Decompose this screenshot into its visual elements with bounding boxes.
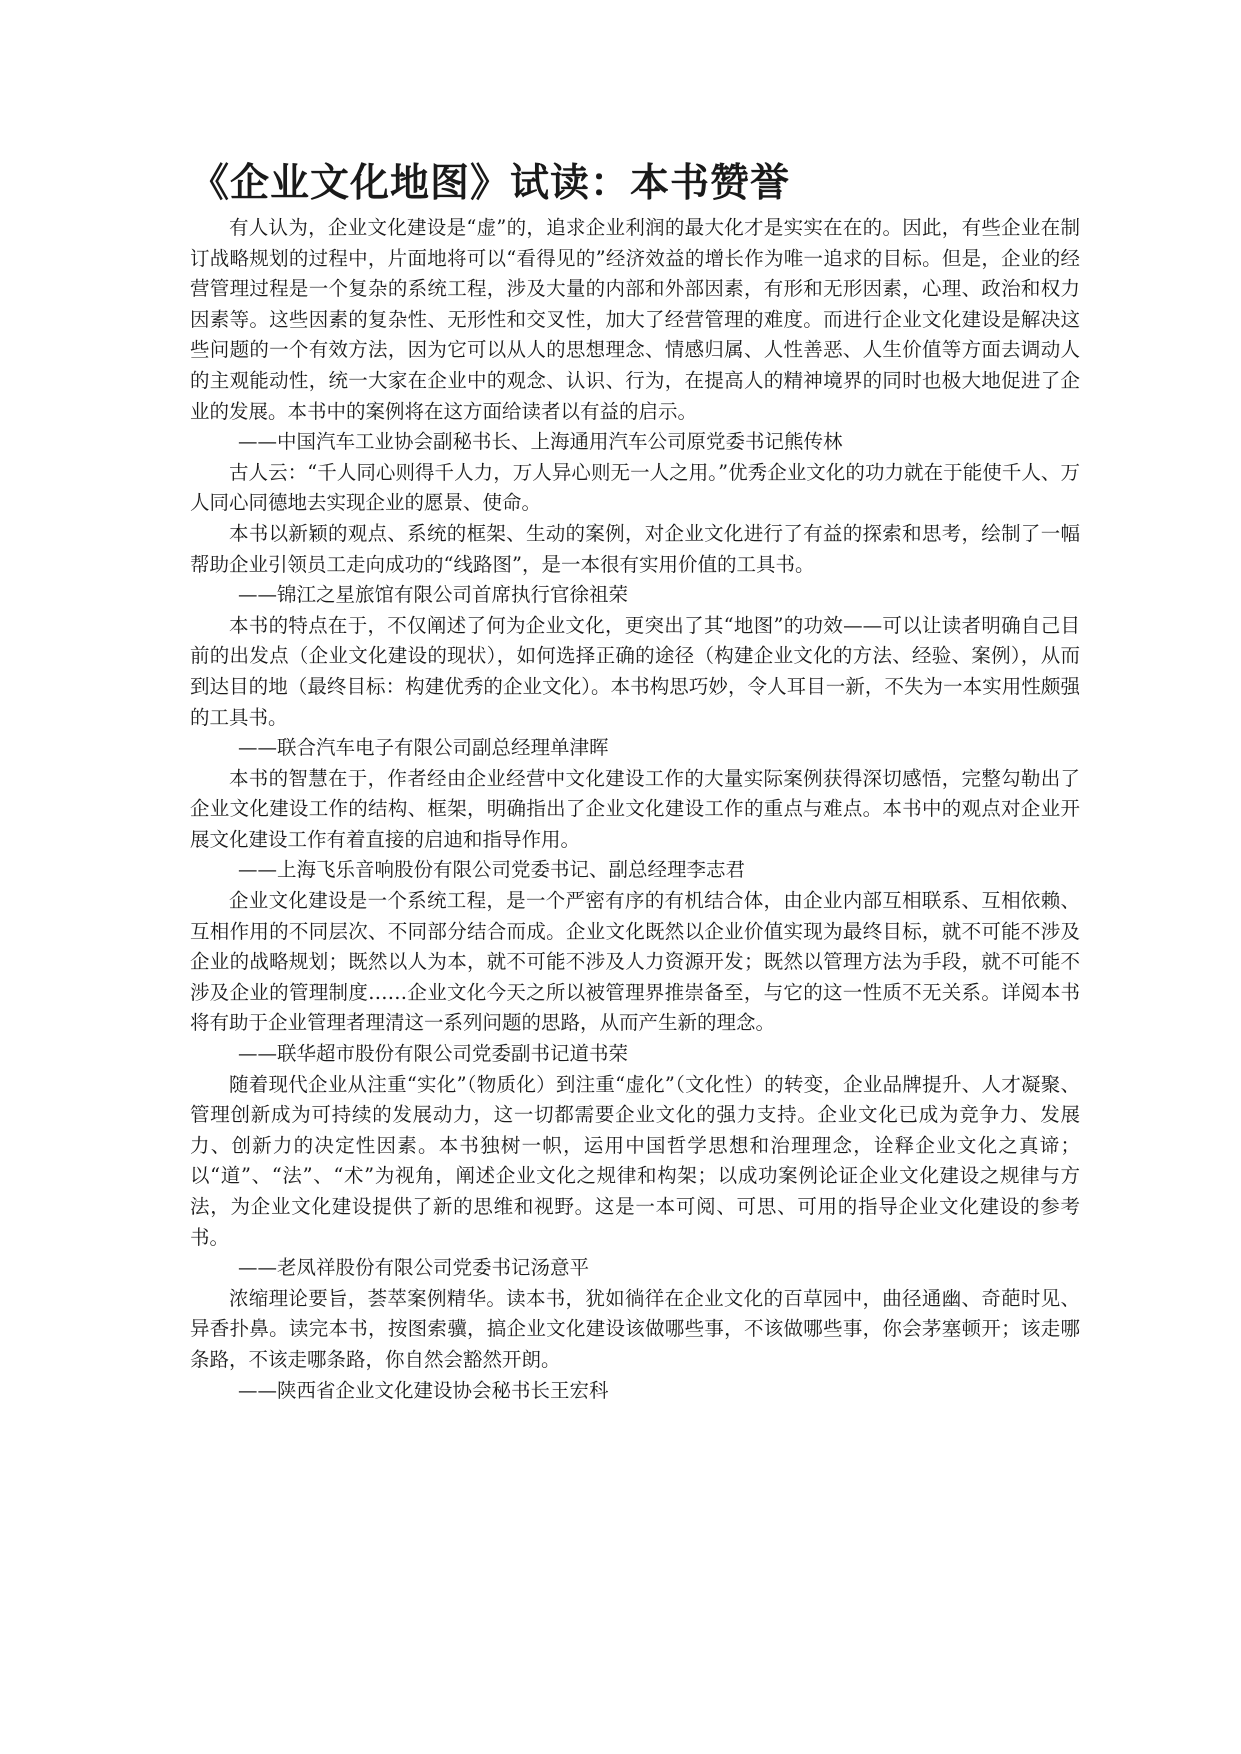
endorsement-attribution: ——联华超市股份有限公司党委副书记道书荣 [238,1042,629,1066]
document-body [190,213,1080,1406]
endorsement-attribution: ——上海飞乐音响股份有限公司党委书记、副总经理李志君 [238,858,746,882]
endorsement-attribution: ——联合汽车电子有限公司副总经理单津晖 [238,736,609,760]
endorsement-attribution: ——老凤祥股份有限公司党委书记汤意平 [238,1256,590,1280]
endorsement-paragraph: 浓缩理论要旨，荟萃案例精华。读本书，犹如徜徉在企业文化的百草园中，曲径通幽、奇葩时见、异香扑鼻。读完本书，按图索骥，搞企业文化建设该做哪些事，不该做哪些事，你会茅塞顿开；该走哪条路，不该走哪条路，你自然会豁然开朗。 [190,1286,1080,1371]
endorsement-paragraph: 古人云：“千人同心则得千人力，万人异心则无一人之用。”优秀企业文化的功力就在于能使千人、万人同心同德地去实现企业的愿景、使命。 [190,460,1080,515]
endorsement-paragraph: 有人认为，企业文化建设是“虚”的，追求企业利润的最大化才是实实在在的。因此，有些企业在制订战略规划的过程中，片面地将可以“看得见的”经济效益的增长作为唯一追求的目标。但是，企业的经营管理过程是一个复杂的系统工程，涉及大量的内部和外部因素，有形和无形因素，心理、政治和权力因素等。这些因素的复杂性、无形性和交叉性，加大了经营管理的难度。而进行企业文化建设是解决这些问题的一个有效方法，因为它可以从人的思想理念、情感归属、人性善恶、人生价值等方面去调动人的主观能动性，统一大家在企业中的观念、认识、行为，在提高人的精神境界的同时也极大地促进了企业的发展。本书中的案例将在这方面给读者以有益的启示。 [190,216,1080,423]
endorsement-paragraph: 企业文化建设是一个系统工程，是一个严密有序的有机结合体，由企业内部互相联系、互相依赖、互相作用的不同层次、不同部分结合而成。企业文化既然以企业价值实现为最终目标，就不可能不涉及企业的战略规划；既然以人为本，就不可能不涉及人力资源开发；既然以管理方法为手段，就不可能不涉及企业的管理制度……企业文化今天之所以被管理界推崇备至，与它的这一性质不无关系。详阅本书将有助于企业管理者理清这一系列问题的思路，从而产生新的理念。 [190,889,1080,1035]
endorsement-paragraph: 本书的特点在于，不仅阐述了何为企业文化，更突出了其“地图”的功效——可以让读者明确自己目前的出发点（企业文化建设的现状），如何选择正确的途径（构建企业文化的方法、经验、案例），从而到达目的地（最终目标：构建优秀的企业文化）。本书构思巧妙，令人耳目一新，不失为一本实用性颇强的工具书。 [190,613,1080,729]
endorsement-attribution: ——中国汽车工业协会副秘书长、上海通用汽车公司原党委书记熊传林 [238,430,843,454]
endorsement-attribution: ——陕西省企业文化建设协会秘书长王宏科 [238,1378,609,1402]
endorsement-attribution: ——锦江之星旅馆有限公司首席执行官徐祖荣 [238,583,629,607]
endorsement-paragraph: 本书以新颖的观点、系统的框架、生动的案例，对企业文化进行了有益的探索和思考，绘制了一幅帮助企业引领员工走向成功的“线路图”，是一本很有实用价值的工具书。 [190,521,1080,576]
endorsement-paragraph: 本书的智慧在于，作者经由企业经营中文化建设工作的大量实际案例获得深切感悟，完整勾勒出了企业文化建设工作的结构、框架，明确指出了企业文化建设工作的重点与难点。本书中的观点对企业开展文化建设工作有着直接的启迪和指导作用。 [190,766,1080,851]
page-title: 《企业文化地图》试读：本书赞誉 [190,160,791,206]
endorsement-paragraph: 随着现代企业从注重“实化”（物质化）到注重“虚化”（文化性）的转变，企业品牌提升、人才凝聚、管理创新成为可持续的发展动力，这一切都需要企业文化的强力支持。企业文化已成为竞争力、发展力、创新力的决定性因素。本书独树一帜，运用中国哲学思想和治理理念，诠释企业文化之真谛；以“道”、“法”、“术”为视角，阐述企业文化之规律和构架；以成功案例论证企业文化建设之规律与方法，为企业文化建设提供了新的思维和视野。这是一本可阅、可思、可用的指导企业文化建设的参考书。 [190,1072,1080,1249]
